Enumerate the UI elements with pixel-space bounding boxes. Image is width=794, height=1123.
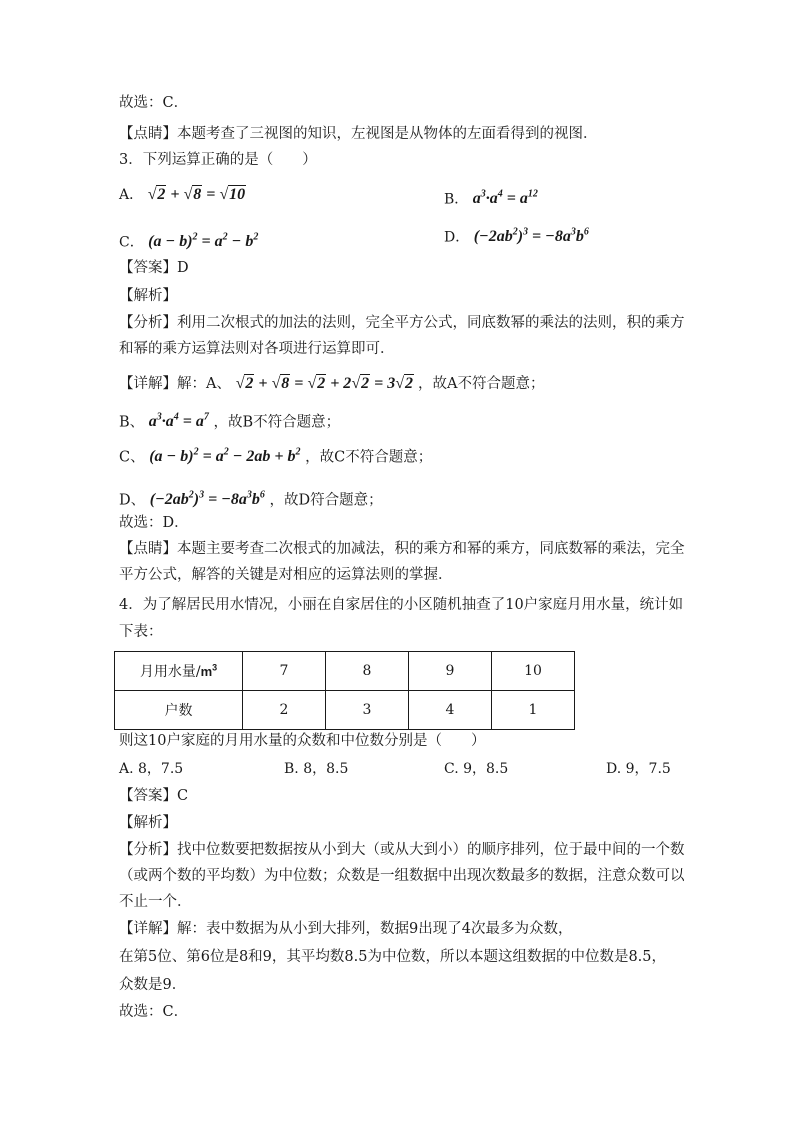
- table-cell: 4: [409, 691, 492, 730]
- table-cell: 9: [409, 652, 492, 691]
- q4-table: [114, 651, 575, 730]
- q3-answer: 【答案】D: [119, 260, 189, 276]
- q3-detail-d-tail: ，故D符合题意；: [269, 492, 383, 509]
- q3-comment-line2: 平方公式，解答的关键是对相应的运算法则的掌握．: [119, 567, 453, 583]
- q3-detail-a-prefix: 【详解】解：A、: [119, 376, 231, 392]
- q3-detail-c-prefix: C、: [119, 449, 145, 466]
- table-cell: 3: [326, 691, 409, 730]
- q3-detail-c-tail: ，故C不符合题意；: [305, 449, 433, 466]
- q3-option-b-formula: $a^3\cdot a^4 = a^{12}$: [472, 189, 538, 208]
- q4-detail-line1: 【详解】解：表中数据为从小到大排列，数据9出现了4次最多为众数，: [119, 921, 573, 937]
- q4-answer: 【答案】C: [119, 788, 189, 804]
- q4-option-b[interactable]: B. 8，8.5: [284, 761, 349, 777]
- table-cell: 1: [492, 691, 575, 730]
- q2-choice: 故选：C．: [119, 95, 189, 111]
- q4-analysis-line1: 【分析】找中位数要把数据按从小到大（或从大到小）的顺序排列，位于最中间的一个数: [119, 842, 685, 858]
- q4-choice: 故选：C．: [119, 1004, 189, 1020]
- q3-detail-d-formula: $(-2ab^2)^3 = -8a^3b^6$: [149, 490, 265, 509]
- q3-option-d[interactable]: [444, 223, 589, 247]
- q3-analysis-title: 【解析】: [119, 288, 177, 304]
- q4-option-a[interactable]: A. 8，7.5: [119, 761, 184, 777]
- q3-detail-c: [119, 443, 432, 467]
- q3-option-b-label: B．: [444, 191, 469, 208]
- table-header-households: 户数: [115, 691, 243, 730]
- q3-detail-c-formula: $(a - b)^2 = a^2 - 2ab + b^2$: [149, 447, 301, 466]
- table-header-unit: $m^3$: [200, 662, 218, 679]
- q4-analysis-line2: （或两个数的平均数）为中位数；众数是一组数据中出现次数最多的数据，注意众数可以: [119, 868, 685, 884]
- q3-option-a[interactable]: [119, 185, 246, 205]
- q3-option-a-label: A．: [119, 187, 144, 203]
- q4-option-d[interactable]: D. 9，7.5: [606, 761, 671, 777]
- q3-option-c-formula: $(a - b)^2 = a^2 - b^2$: [148, 232, 259, 251]
- q3-detail-a-tail: ，故A不符合题意；: [418, 376, 545, 392]
- q3-detail-b-tail: ，故B不符合题意；: [213, 414, 341, 431]
- q3-analysis-line2: 和幂的乘方运算法则对各项进行运算即可．: [119, 341, 395, 357]
- table-cell: 8: [326, 652, 409, 691]
- q4-analysis-line3: 不止一个．: [119, 894, 192, 910]
- q3-option-d-label: D．: [444, 229, 470, 246]
- q4-question: 则这10户家庭的月用水量的众数和中位数分别是（ ）: [119, 733, 486, 749]
- q3-option-c-label: C．: [119, 234, 144, 251]
- table-cell: 2: [243, 691, 326, 730]
- q4-stem-line2: 下表：: [119, 624, 163, 640]
- q3-detail-b-prefix: B、: [119, 414, 145, 431]
- q3-option-a-formula: √2 + √8 = √10: [147, 186, 246, 203]
- q3-detail-b: [119, 408, 340, 432]
- q4-analysis-title: 【解析】: [119, 815, 177, 831]
- table-row: [115, 652, 575, 691]
- q3-option-b[interactable]: [444, 185, 538, 209]
- q4-option-c[interactable]: C. 9，8.5: [444, 761, 509, 777]
- q4-detail-line3: 众数是9．: [119, 977, 187, 993]
- q3-option-d-formula: $(-2ab^2)^3 = -8a^3b^6$: [473, 227, 589, 246]
- table-header-water: [115, 652, 243, 691]
- q3-comment-line1: 【点睛】本题主要考查二次根式的加减法，积的乘方和幂的乘方，同底数幂的乘法，完全: [119, 541, 685, 557]
- q3-stem: 3．下列运算正确的是（ ）: [119, 152, 317, 168]
- q4-stem-line1: 4．为了解居民用水情况，小丽在自家居住的小区随机抽查了10户家庭月用水量，统计如: [119, 597, 684, 613]
- q2-comment: 【点睛】本题考查了三视图的知识，左视图是从物体的左面看得到的视图．: [119, 126, 598, 142]
- table-cell: 10: [492, 652, 575, 691]
- q3-detail-d-prefix: D、: [119, 492, 146, 509]
- q3-detail-b-formula: $a^3\cdot a^4 = a^7$: [148, 412, 209, 431]
- q3-choice: 故选：D．: [119, 515, 189, 531]
- q3-detail-a-formula: √2 + √8 = √2 + 2√2 = 3√2: [235, 375, 413, 392]
- q3-option-c[interactable]: [119, 228, 258, 252]
- q3-analysis-line1: 【分析】利用二次根式的加法的法则，完全平方公式，同底数幂的乘法的法则，积的乘方: [119, 315, 685, 331]
- table-cell: 7: [243, 652, 326, 691]
- table-header-label: 月用水量/: [139, 664, 201, 680]
- q4-detail-line2: 在第5位、第6位是8和9，其平均数8.5为中位数，所以本题这组数据的中位数是8.5，: [119, 949, 667, 965]
- q3-detail-d: [119, 486, 383, 510]
- table-row: [115, 691, 575, 730]
- q3-detail-a: [119, 374, 544, 394]
